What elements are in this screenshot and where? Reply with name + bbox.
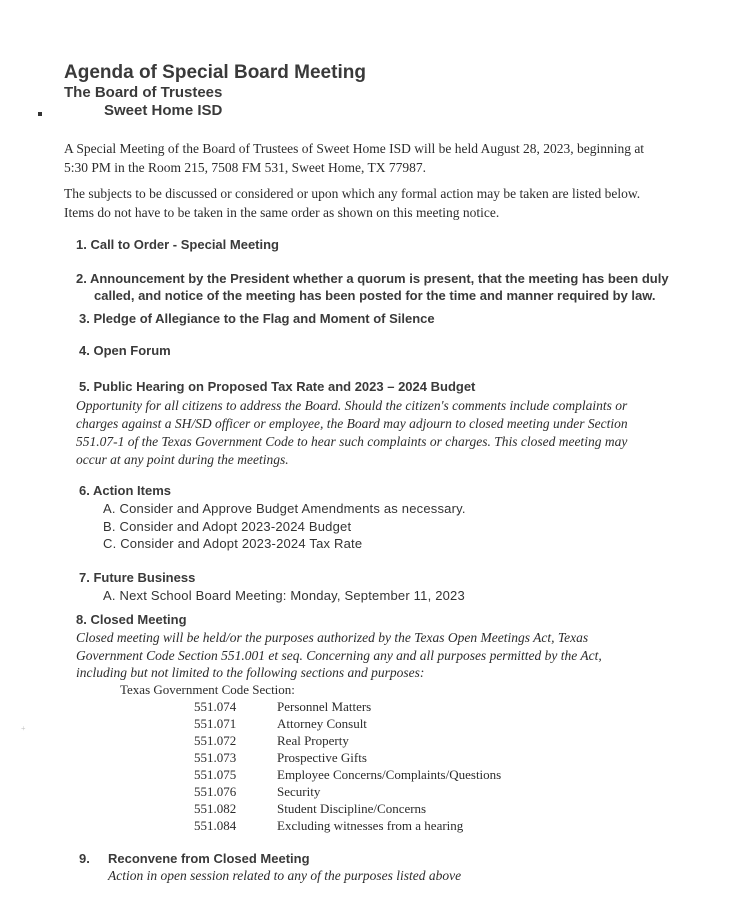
- page-subtitle: The Board of Trustees: [64, 84, 223, 101]
- agenda-item-8-description: Closed meeting will be held/or the purposes authorized by the Texas Open Meetings Act, Texas: [76, 630, 589, 645]
- code-purpose: Student Discipline/Concerns: [277, 801, 427, 816]
- agenda-item-5-description: 551.07-1 of the Texas Government Code to hear such complaints or charges. This closed meeting may: [76, 434, 628, 449]
- code-purpose: Prospective Gifts: [277, 750, 367, 765]
- agenda-item-3: 3. Pledge of Allegiance to the Flag and Moment of Silence: [79, 311, 435, 326]
- action-item-b: B. Consider and Adopt 2023-2024 Budget: [103, 519, 352, 534]
- agenda-item-8-description: Government Code Section 551.001 et seq. Concerning any and all purposes permitted by the Act,: [76, 648, 602, 663]
- agenda-item-5-description: occur at any point during the meetings.: [76, 452, 289, 467]
- code-number: 551.076: [194, 784, 237, 799]
- agenda-item-5: 5. Public Hearing on Proposed Tax Rate and 2023 – 2024 Budget: [79, 379, 476, 394]
- agenda-item-5-description: Opportunity for all citizens to address the Board. Should the citizen's comments include complaints or: [76, 398, 628, 413]
- agenda-item-9-number: 9.: [79, 851, 90, 866]
- agenda-item-4: 4. Open Forum: [79, 343, 171, 358]
- code-number: 551.072: [194, 733, 237, 748]
- code-number: 551.073: [194, 750, 237, 765]
- agenda-item-9: Reconvene from Closed Meeting: [108, 851, 310, 866]
- agenda-item-1: 1. Call to Order - Special Meeting: [76, 237, 279, 252]
- future-business-item-a: A. Next School Board Meeting: Monday, September 11, 2023: [103, 588, 465, 603]
- code-number: 551.071: [194, 716, 237, 731]
- intro-line: A Special Meeting of the Board of Trustees of Sweet Home ISD will be held August 28, 2023, beginning at: [64, 141, 645, 156]
- agenda-item-9-description: Action in open session related to any of the purposes listed above: [108, 868, 462, 883]
- action-item-c: C. Consider and Adopt 2023-2024 Tax Rate: [103, 536, 363, 551]
- code-purpose: Security: [277, 784, 321, 799]
- page-title: Agenda of Special Board Meeting: [64, 62, 366, 83]
- agenda-item-6: 6. Action Items: [79, 483, 171, 498]
- code-purpose: Excluding witnesses from a hearing: [277, 818, 464, 833]
- agenda-item-2-continued: called, and notice of the meeting has been posted for the time and manner required by law.: [94, 288, 656, 303]
- agenda-item-5-description: charges against a SH/SD officer or employee, the Board may adjourn to closed meeting under Section: [76, 416, 628, 431]
- code-purpose: Employee Concerns/Complaints/Questions: [277, 767, 502, 782]
- code-number: 551.075: [194, 767, 237, 782]
- bullet-marker: [38, 112, 42, 116]
- code-purpose: Real Property: [277, 733, 349, 748]
- intro-line: Items do not have to be taken in the same order as shown on this meeting notice.: [64, 205, 500, 220]
- organization-name: Sweet Home ISD: [104, 102, 223, 119]
- code-number: 551.082: [194, 801, 237, 816]
- scan-mark: +: [21, 724, 26, 733]
- code-number: 551.074: [194, 699, 237, 714]
- intro-line: The subjects to be discussed or considered or upon which any formal action may be taken are listed below.: [64, 186, 641, 201]
- agenda-item-2: 2. Announcement by the President whether a quorum is present, that the meeting has been duly: [76, 271, 669, 286]
- code-section-heading: Texas Government Code Section:: [120, 682, 295, 697]
- agenda-item-7: 7. Future Business: [79, 570, 196, 585]
- agenda-item-8-description: including but not limited to the following sections and purposes:: [76, 665, 425, 680]
- code-number: 551.084: [194, 818, 237, 833]
- code-purpose: Personnel Matters: [277, 699, 372, 714]
- code-purpose: Attorney Consult: [277, 716, 367, 731]
- agenda-item-8: 8. Closed Meeting: [76, 612, 187, 627]
- intro-line: 5:30 PM in the Room 215, 7508 FM 531, Sweet Home, TX 77987.: [64, 160, 427, 175]
- action-item-a: A. Consider and Approve Budget Amendments as necessary.: [103, 501, 466, 516]
